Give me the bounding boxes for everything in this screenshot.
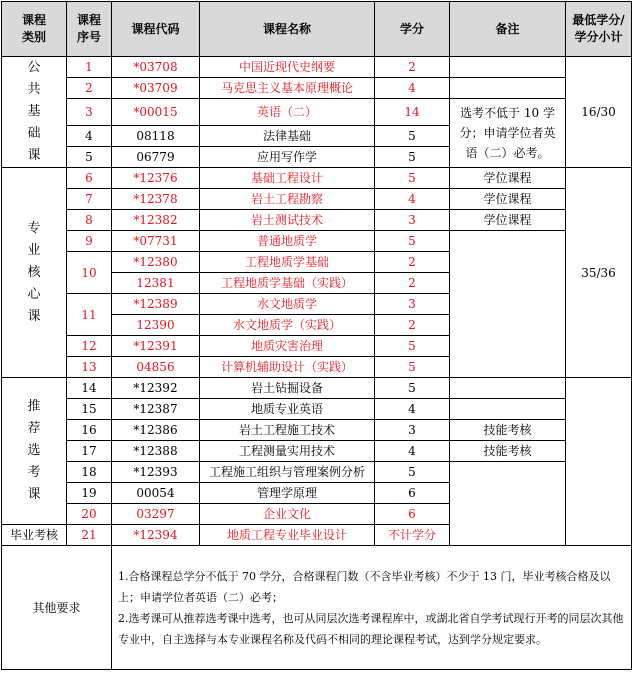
table-row <box>2 168 632 189</box>
row-credit: 3 <box>375 294 450 315</box>
summary-public: 16/30 <box>566 57 632 168</box>
table-row <box>2 462 632 483</box>
row-name: 马克思主义基本原理概论 <box>200 78 375 99</box>
header-code: 课程代码 <box>112 2 200 57</box>
requirements-text <box>112 546 632 670</box>
row-name: 岩土工程施工技术 <box>200 420 375 441</box>
row-code: *12389 <box>112 294 200 315</box>
row-name: 法律基础 <box>200 126 375 147</box>
row-code: *12382 <box>112 210 200 231</box>
row-credit: 4 <box>375 399 450 420</box>
row-name: 工程测量实用技术 <box>200 441 375 462</box>
row-remark: 技能考核 <box>450 441 566 462</box>
header-remark: 备注 <box>450 2 566 57</box>
row-code: 12390 <box>112 315 200 336</box>
table-row <box>2 399 632 420</box>
row-credit: 3 <box>375 420 450 441</box>
header-seq: 课程 序号 <box>67 2 112 57</box>
table-row <box>2 441 632 462</box>
table-row <box>2 231 632 252</box>
row-seq: 12 <box>67 336 112 357</box>
row-credit: 5 <box>375 336 450 357</box>
row-code: *12376 <box>112 168 200 189</box>
row-credit: 5 <box>375 147 450 168</box>
row-name: 地质灾害治理 <box>200 336 375 357</box>
curriculum-table <box>1 1 632 670</box>
row-seq: 9 <box>67 231 112 252</box>
row-name: 岩土钻掘设备 <box>200 378 375 399</box>
row-remark <box>450 378 566 399</box>
group-other: 其他要求 <box>2 546 112 670</box>
row-name: 水文地质学（实践） <box>200 315 375 336</box>
row-code: 00054 <box>112 483 200 504</box>
row-seq: 3 <box>67 99 112 126</box>
row-code: *12378 <box>112 189 200 210</box>
row-code: *12386 <box>112 420 200 441</box>
row-seq: 20 <box>67 504 112 525</box>
row-name: 应用写作学 <box>200 147 375 168</box>
row-credit: 2 <box>375 57 450 78</box>
row-name: 中国近现代史纲要 <box>200 57 375 78</box>
table-row <box>2 378 632 399</box>
row-name: 工程地质学基础 <box>200 252 375 273</box>
row-code: *07731 <box>112 231 200 252</box>
row-remark: 学位课程 <box>450 189 566 210</box>
row-code: *12387 <box>112 399 200 420</box>
row-remark: 学位课程 <box>450 210 566 231</box>
row-seq: 16 <box>67 420 112 441</box>
row-remark <box>450 78 566 99</box>
row-credit: 2 <box>375 273 450 294</box>
row-name: 企业文化 <box>200 504 375 525</box>
row-code: *12388 <box>112 441 200 462</box>
row-seq: 14 <box>67 378 112 399</box>
row-seq: 4 <box>67 126 112 147</box>
row-name: 水文地质学 <box>200 294 375 315</box>
requirements-row <box>2 546 632 670</box>
summary-core: 35/36 <box>566 168 632 378</box>
row-name: 岩土测试技术 <box>200 210 375 231</box>
row-credit: 3 <box>375 210 450 231</box>
row-name: 普通地质学 <box>200 231 375 252</box>
row-credit: 4 <box>375 441 450 462</box>
row-code: *00015 <box>112 99 200 126</box>
row-name: 工程施工组织与管理案例分析 <box>200 462 375 483</box>
row-remark <box>450 231 566 378</box>
row-code: *12394 <box>112 525 200 546</box>
row-name: 管理学原理 <box>200 483 375 504</box>
row-name: 地质专业英语 <box>200 399 375 420</box>
row-seq: 15 <box>67 399 112 420</box>
row-seq: 17 <box>67 441 112 462</box>
row-seq: 8 <box>67 210 112 231</box>
row-name: 基础工程设计 <box>200 168 375 189</box>
summary-elective <box>566 378 632 546</box>
row-code: 08118 <box>112 126 200 147</box>
row-code: *03708 <box>112 57 200 78</box>
header-category: 课程 类别 <box>2 2 67 57</box>
row-code: 12381 <box>112 273 200 294</box>
row-credit: 6 <box>375 504 450 525</box>
row-credit: 4 <box>375 189 450 210</box>
row-code: *12393 <box>112 462 200 483</box>
table-row <box>2 420 632 441</box>
row-code: *12380 <box>112 252 200 273</box>
requirement-item-2: 2.选考课可从推荐选考课中选考，也可从同层次选考课程库中，或湖北省自学考试现行开考的同层次其他专业中，自主选择与本专业课程名称及代码不相同的理论课程考试，达到学分规定要求。 <box>118 611 624 646</box>
group-core: 专 业 核 心 课 <box>2 168 67 378</box>
row-credit: 14 <box>375 99 450 126</box>
row-code: *03709 <box>112 78 200 99</box>
row-seq: 1 <box>67 57 112 78</box>
group-elective: 推 荐 选 考 课 <box>2 378 67 525</box>
row-credit: 2 <box>375 315 450 336</box>
row-name: 岩土工程勘察 <box>200 189 375 210</box>
row-name: 工程地质学基础（实践） <box>200 273 375 294</box>
header-credit: 学分 <box>375 2 450 57</box>
row-code: 06779 <box>112 147 200 168</box>
row-code: 04856 <box>112 357 200 378</box>
table-row <box>2 189 632 210</box>
table-row <box>2 99 632 126</box>
note-public: 选考不低于 10 学分；申请学位者英语（二）必考。 <box>450 99 566 168</box>
row-credit: 4 <box>375 78 450 99</box>
row-seq: 13 <box>67 357 112 378</box>
row-remark <box>450 462 566 546</box>
group-graduation: 毕业考核 <box>2 525 67 546</box>
row-remark: 技能考核 <box>450 420 566 441</box>
row-credit: 不计学分 <box>375 525 450 546</box>
row-seq: 5 <box>67 147 112 168</box>
table-row <box>2 210 632 231</box>
requirement-item-1: 1.合格课程总学分不低于 70 学分，合格课程门数（不含毕业考核）不少于 13 门，毕业考核合格及以上；申请学位者英语（二）必考； <box>118 569 611 604</box>
row-seq: 10 <box>67 252 112 294</box>
row-credit: 5 <box>375 168 450 189</box>
row-credit: 6 <box>375 483 450 504</box>
row-seq: 6 <box>67 168 112 189</box>
row-credit: 5 <box>375 231 450 252</box>
group-public: 公 共 基 础 课 <box>2 57 67 168</box>
row-seq: 18 <box>67 462 112 483</box>
row-credit: 5 <box>375 357 450 378</box>
row-code: 03297 <box>112 504 200 525</box>
table-row <box>2 57 632 78</box>
row-name: 地质工程专业毕业设计 <box>200 525 375 546</box>
row-seq: 7 <box>67 189 112 210</box>
row-remark: 学位课程 <box>450 168 566 189</box>
header-min-credit: 最低学分/ 学分小计 <box>566 2 632 57</box>
table-row <box>2 78 632 99</box>
row-seq: 2 <box>67 78 112 99</box>
row-name: 计算机辅助设计（实践） <box>200 357 375 378</box>
row-credit: 5 <box>375 378 450 399</box>
row-credit: 5 <box>375 462 450 483</box>
row-seq: 21 <box>67 525 112 546</box>
row-remark <box>450 399 566 420</box>
row-seq: 19 <box>67 483 112 504</box>
row-name: 英语（二） <box>200 99 375 126</box>
row-credit: 2 <box>375 252 450 273</box>
row-seq: 11 <box>67 294 112 336</box>
row-code: *12391 <box>112 336 200 357</box>
header-name: 课程名称 <box>200 2 375 57</box>
row-credit: 5 <box>375 126 450 147</box>
row-remark <box>450 57 566 78</box>
row-code: *12392 <box>112 378 200 399</box>
